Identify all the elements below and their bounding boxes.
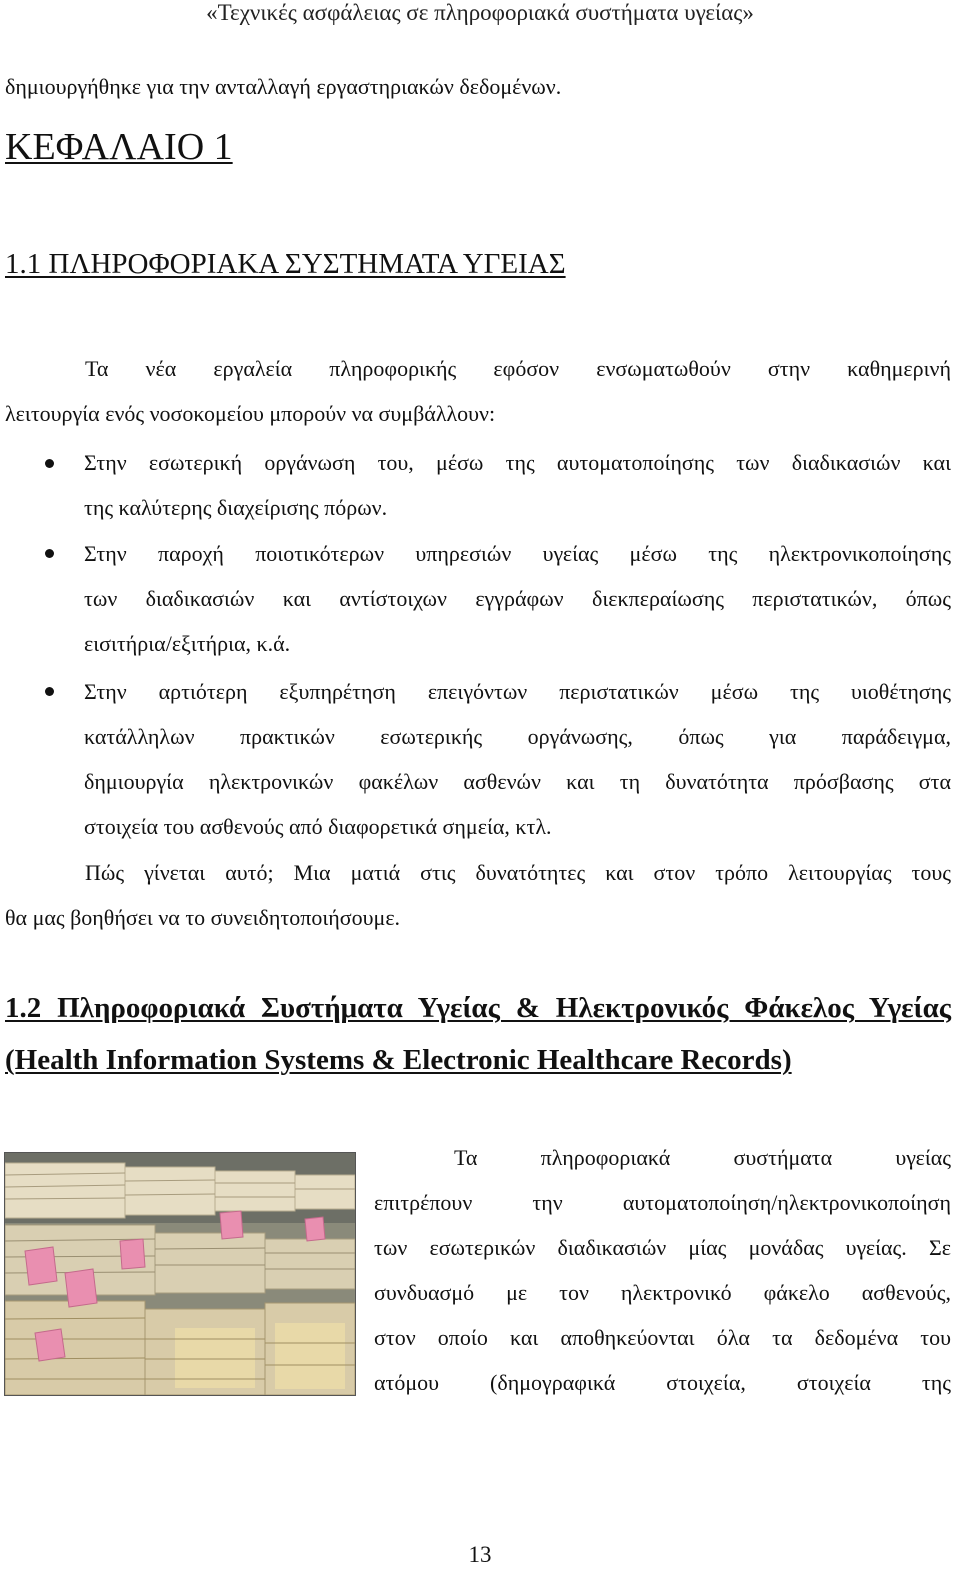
bullet-line: Στην εσωτερική οργάνωση του, μέσω της αυτοματοποίησης των διαδικασιών και (84, 450, 951, 475)
bullet-line: Στην αρτιότερη εξυπηρέτηση επειγόντων περιστατικών μέσω της υιοθέτησης (84, 679, 951, 704)
chapter-title: ΚΕΦΑΛΑΙΟ 1 (5, 126, 233, 168)
paper-records-photo (4, 1152, 356, 1396)
bullet-icon (45, 549, 54, 558)
section-1-2-title (5, 982, 951, 1086)
paragraph-line: Τα νέα εργαλεία πληροφορικής εφόσον ενσωματωθούν στην καθημερινή (85, 356, 951, 381)
bullet-icon (45, 459, 54, 468)
paragraph-line: ατόμου (δημογραφικά στοιχεία, στοιχεία της (374, 1370, 951, 1395)
paragraph-line: λειτουργία ενός νοσοκομείου μπορούν να συμβάλλουν: (5, 401, 496, 426)
closing-paragraph (5, 850, 951, 940)
heading-line: 1.2 Πληροφοριακά Συστήματα Υγείας & Ηλεκτρονικός Φάκελος Υγείας (5, 992, 951, 1024)
paragraph-line: συνδυασμό με τον ηλεκτρονικό φάκελο ασθενούς, (374, 1280, 951, 1305)
bullet-line: δημιουργία ηλεκτρονικών φακέλων ασθενών και τη δυνατότητα πρόσβασης στα (84, 769, 951, 794)
bullet-item (84, 669, 951, 849)
section-1-1-title: 1.1 ΠΛΗΡΟΦΟΡΙΑΚΑ ΣΥΣΤΗΜΑΤΑ ΥΓΕΙΑΣ (5, 248, 566, 280)
paragraph-line: επιτρέπουν την αυτοματοποίηση/ηλεκτρονικοποίηση (374, 1190, 951, 1215)
bullet-line: της καλύτερης διαχείρισης πόρων. (84, 495, 388, 520)
bullet-item (84, 440, 951, 530)
heading-line: (Health Information Systems & Electronic Healthcare Records) (5, 1044, 792, 1076)
intro-line: δημιουργήθηκε για την ανταλλαγή εργαστηριακών δεδομένων. (5, 74, 562, 99)
section-1-2-body (374, 1135, 951, 1405)
paragraph-line: στον οποίο και αποθηκεύονται όλα τα δεδομένα του (374, 1325, 951, 1350)
paragraph-line: θα μας βοηθήσει να το συνειδητοποιήσουμε. (5, 905, 401, 930)
page-number: 13 (468, 1542, 492, 1567)
bullet-item (84, 531, 951, 666)
bullet-line: Στην παροχή ποιοτικότερων υπηρεσιών υγείας μέσω της ηλεκτρονικοποίησης (84, 541, 951, 566)
paragraph-line: των εσωτερικών διαδικασιών μίας μονάδας υγείας. Σε (374, 1235, 951, 1260)
bullet-line: κατάλληλων πρακτικών εσωτερικής οργάνωσης, όπως για παράδειγμα, (84, 724, 951, 749)
bullet-line: των διαδικασιών και αντίστοιχων εγγράφων διεκπεραίωσης περιστατικών, όπως (84, 586, 951, 611)
paragraph-line: Πώς γίνεται αυτό; Μια ματιά στις δυνατότητες και στον τρόπο λειτουργίας τους (85, 860, 951, 885)
section-1-1-intro (5, 346, 951, 436)
bullet-line: εισιτήρια/εξιτήρια, κ.ά. (84, 631, 291, 656)
running-header: «Τεχνικές ασφάλειας σε πληροφοριακά συστήματα υγείας» (206, 0, 754, 25)
bullet-icon (45, 687, 54, 696)
paragraph-line: Τα πληροφοριακά συστήματα υγείας (454, 1145, 951, 1170)
bullet-line: στοιχεία του ασθενούς από διαφορετικά σημεία, κτλ. (84, 814, 552, 839)
